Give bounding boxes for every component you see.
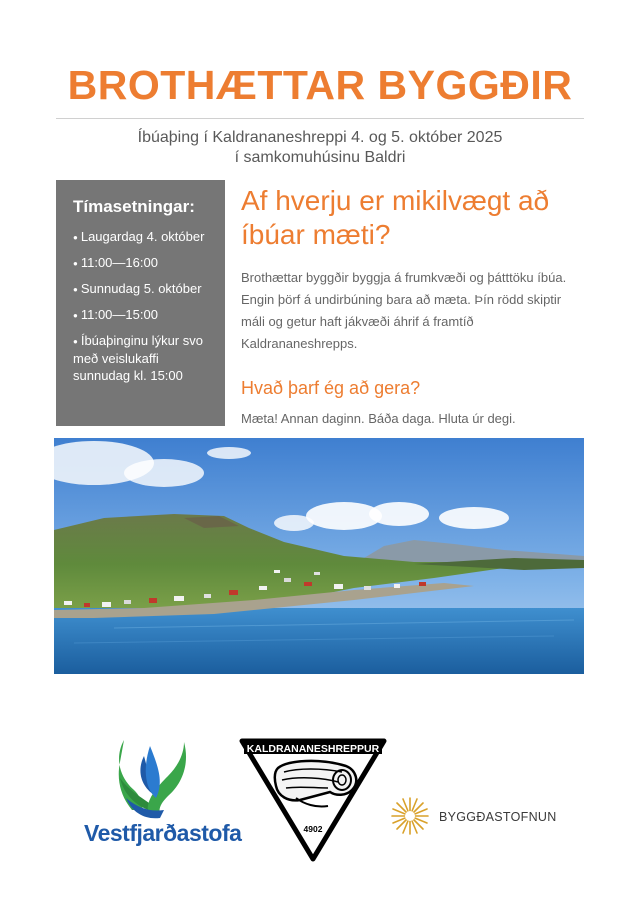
byggdastofnun-name: BYGGÐASTOFNUN: [439, 810, 557, 824]
schedule-item: ● 11:00—15:00: [73, 307, 158, 323]
bullet-icon: ●: [73, 285, 78, 295]
schedule-list: [73, 228, 212, 384]
schedule-item: ● Íbúaþinginu lýkur svo með veislukaffi sunnudag kl. 15:00: [73, 333, 203, 384]
subtitle-line-1: Íbúaþing í Kaldrananeshreppi 4. og 5. október 2025: [137, 129, 503, 146]
kaldrananeshreppur-name: KALDRANANESHREPPUR: [246, 743, 380, 755]
title-divider: [56, 118, 584, 119]
event-subtitle: [0, 128, 640, 168]
bullet-icon: ●: [73, 233, 78, 243]
subtitle-line-2: í samkomuhúsinu Baldri: [234, 149, 406, 166]
sub-heading: Hvað þarf ég að gera?: [241, 378, 421, 398]
schedule-item: ● Sunnudag 5. október: [73, 281, 202, 297]
page-title: BROTHÆTTAR BYGGÐIR: [67, 62, 573, 108]
fjord-village-photo: [54, 438, 584, 674]
main-body-text: Brothættar byggðir byggja á frumkvæði og þátttöku íbúa. Engin þörf á undirbúning bara að mæta. Þín rödd skiptir máli og getur haft jákvæði áhrif á framtíð Kaldrananeshrepps.: [241, 270, 567, 351]
main-heading: Af hverju er mikilvægt að íbúar mæti?: [241, 185, 550, 250]
byggdastofnun-sun-icon: [390, 796, 430, 836]
bullet-icon: ●: [73, 311, 78, 321]
schedule-box: [56, 180, 225, 426]
kaldrananeshreppur-logo: [238, 738, 388, 862]
schedule-item: ● Laugardag 4. október: [73, 229, 205, 244]
kaldrananeshreppur-number: 4902: [303, 824, 323, 834]
schedule-title: Tímasetningar:: [73, 197, 195, 216]
bullet-icon: ●: [73, 259, 78, 269]
bullet-icon: ●: [73, 337, 78, 347]
schedule-item: ● 11:00—16:00: [73, 255, 158, 271]
vestfjardastofa-name: Vestfjarðastofa: [84, 820, 242, 846]
answer-text: Mæta! Annan daginn. Báða daga. Hluta úr degi.: [241, 411, 516, 426]
